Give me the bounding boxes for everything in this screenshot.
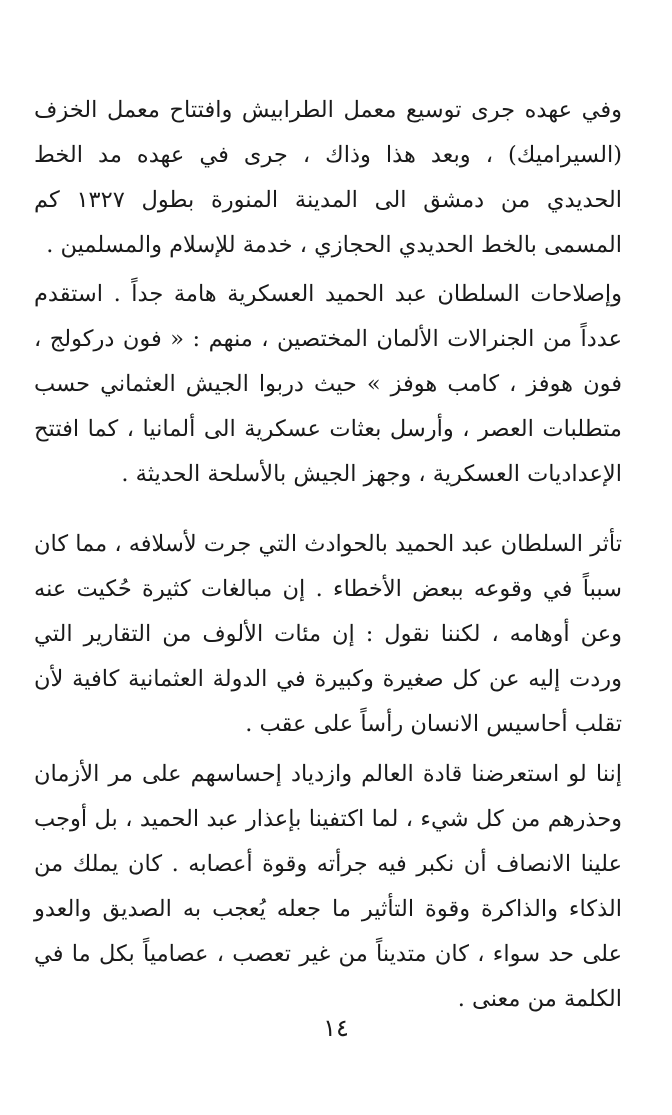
- paragraph-4: إننا لو استعرضنا قادة العالم وازدياد إحساسهم على مر الأزمان وحذرهم من كل شيء ، لما اكتفينا بإعذار عبد الحميد ، بل أوجب علينا الانصاف أن نكبر فيه جرأته وقوة أعصابه . كان يملك من الذكاء والذاكرة وقوة التأثير ما جعله يُعجب به الصديق والعدو على حد سواء ، كان متديناً من غير تعصب ، عصامياً بكل ما في الكلمة من معنى .: [34, 761, 622, 1012]
- paragraph-3: تأثر السلطان عبد الحميد بالحوادث التي جرت لأسلافه ، مما كان سبباً في وقوعه ببعض الأخطاء . إن مبالغات كثيرة حُكيت عنه وعن أوهامه ، لكننا نقول : إن مئات الألوف من التقارير التي وردت إليه عن كل صغيرة وكبيرة في الدولة العثمانية كافية لأن تقلب أحاسيس الانسان رأساً على عقب .: [34, 531, 622, 737]
- paragraph-2: وإصلاحات السلطان عبد الحميد العسكرية هامة جداً . استقدم عدداً من الجنرالات الألمان المختصين ، منهم : « فون دركولج ، فون هوفز ، كامب هوفز » حيث دربوا الجيش العثماني حسب متطلبات العصر ، وأرسل بعثات عسكرية الى ألمانيا ، كما افتتح الإعداديات العسكرية ، وجهز الجيش بالأسلحة الحديثة .: [34, 281, 622, 487]
- paragraph-1: وفي عهده جرى توسيع معمل الطرابيش وافتتاح معمل الخزف (السيراميك) ، وبعد هذا وذاك ، جرى في عهده مد الخط الحديدي من دمشق الى المدينة المنورة بطول ١٣٢٧ كم المسمى بالخط الحديدي الحجازي ، خدمة للإسلام والمسلمين .: [34, 97, 622, 258]
- page-number: ١٤: [323, 1014, 349, 1042]
